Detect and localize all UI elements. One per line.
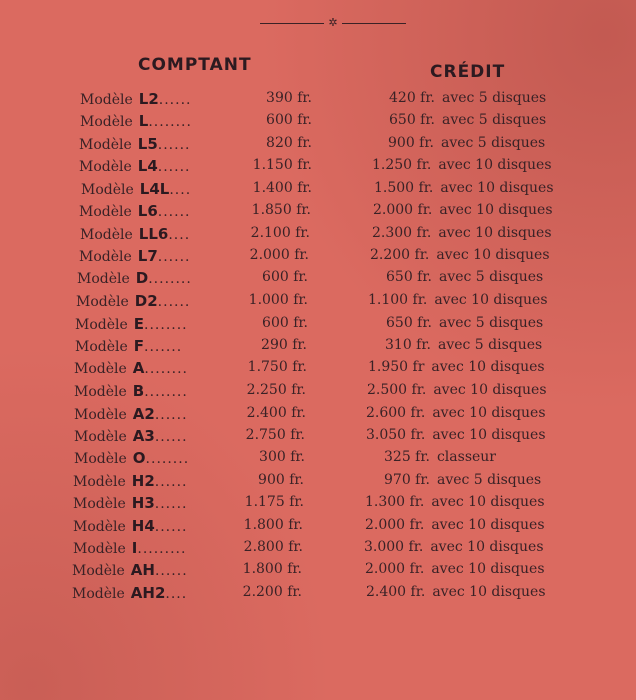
- model-code: LL6: [138, 225, 169, 243]
- model-code: AH: [130, 561, 155, 579]
- model-word: Modèle: [76, 294, 129, 310]
- cash-price: 1.175 fr.: [244, 494, 304, 510]
- credit-price: 2.000 fr.: [365, 517, 425, 533]
- model-code: H3: [131, 494, 155, 512]
- table-row: [0, 449, 636, 471]
- model-word: Modèle: [75, 317, 128, 333]
- credit-cell: [389, 90, 546, 106]
- credit-price: 420 fr.: [389, 90, 435, 106]
- credit-cell: [367, 382, 547, 398]
- credit-price: 1.100 fr.: [368, 292, 428, 308]
- cash-price: 1.800 fr.: [243, 517, 303, 533]
- credit-cell: [388, 135, 545, 151]
- credit-terms: avec 5 disques: [438, 315, 544, 331]
- leader-dots: .........: [137, 541, 187, 557]
- credit-heading: CRÉDIT: [430, 62, 506, 82]
- credit-price: 2.300 fr.: [372, 225, 432, 241]
- model-word: Modèle: [79, 204, 132, 220]
- cash-price: 300 fr.: [259, 449, 305, 465]
- leader-dots: ......: [154, 429, 188, 445]
- credit-terms: avec 10 disques: [440, 180, 554, 196]
- credit-cell: [368, 292, 548, 308]
- model-label: [74, 427, 188, 445]
- cash-price: 1.000 fr.: [248, 292, 308, 308]
- model-label: [73, 494, 187, 512]
- credit-terms: avec 10 disques: [430, 539, 544, 555]
- credit-price: 1.250 fr.: [372, 157, 432, 173]
- leader-dots: ....: [165, 586, 188, 602]
- cash-price: 2.100 fr.: [250, 225, 310, 241]
- leader-dots: ....: [168, 227, 191, 243]
- model-word: Modèle: [77, 271, 130, 287]
- credit-price: 3.050 fr.: [366, 427, 426, 443]
- leader-dots: ......: [157, 137, 191, 153]
- model-word: Modèle: [74, 407, 127, 423]
- table-row: [0, 517, 636, 539]
- credit-terms: avec 10 disques: [432, 405, 546, 421]
- credit-terms: avec 10 disques: [438, 225, 552, 241]
- table-row: [0, 225, 636, 247]
- leader-dots: ......: [154, 563, 188, 579]
- header-ornament: [260, 16, 406, 30]
- table-row: [0, 90, 636, 112]
- leader-dots: ........: [144, 361, 188, 377]
- model-word: Modèle: [79, 249, 132, 265]
- model-word: Modèle: [80, 92, 133, 108]
- table-row: [0, 359, 636, 381]
- model-code: L4: [137, 157, 158, 175]
- table-row: [0, 494, 636, 516]
- model-code: H4: [131, 517, 155, 535]
- credit-terms: avec 5 disques: [440, 135, 546, 151]
- model-code: L4L: [139, 180, 170, 198]
- credit-cell: [365, 494, 545, 510]
- model-code: D: [135, 269, 149, 287]
- model-word: Modèle: [74, 451, 127, 467]
- model-label: [75, 315, 188, 333]
- credit-terms: avec 10 disques: [438, 157, 552, 173]
- credit-price: 650 fr.: [386, 269, 432, 285]
- model-label: [80, 90, 191, 108]
- model-word: Modèle: [74, 361, 127, 377]
- credit-terms: avec 10 disques: [433, 382, 547, 398]
- leader-dots: ........: [144, 317, 188, 333]
- ornament-line-right: [342, 23, 406, 24]
- credit-terms: avec 10 disques: [431, 517, 545, 533]
- model-label: [79, 247, 190, 265]
- model-code: AH2: [130, 584, 166, 602]
- cash-price: 390 fr.: [266, 90, 312, 106]
- model-label: [73, 539, 186, 557]
- table-row: [0, 382, 636, 404]
- credit-cell: [389, 112, 546, 128]
- credit-price: 900 fr.: [388, 135, 434, 151]
- leader-dots: ......: [157, 294, 191, 310]
- credit-price: 2.600 fr.: [366, 405, 426, 421]
- leader-dots: ......: [157, 159, 191, 175]
- table-row: [0, 561, 636, 583]
- credit-price: 1.950 fr: [368, 359, 425, 375]
- credit-cell: [365, 561, 545, 577]
- leader-dots: ......: [157, 204, 191, 220]
- model-word: Modèle: [72, 563, 125, 579]
- model-code: D2: [134, 292, 158, 310]
- cash-price: 2.200 fr.: [242, 584, 302, 600]
- cash-price: 1.850 fr.: [251, 202, 311, 218]
- credit-terms: avec 10 disques: [431, 494, 545, 510]
- model-label: [80, 112, 192, 130]
- table-row: [0, 269, 636, 291]
- model-word: Modèle: [73, 541, 126, 557]
- table-row: [0, 202, 636, 224]
- model-word: Modèle: [74, 429, 127, 445]
- credit-terms: avec 5 disques: [441, 112, 547, 128]
- model-code: L: [138, 112, 149, 130]
- leader-dots: ........: [148, 271, 192, 287]
- model-label: [79, 135, 190, 153]
- credit-terms: avec 10 disques: [436, 247, 550, 263]
- leader-dots: ......: [157, 249, 191, 265]
- model-label: [81, 180, 191, 198]
- table-row: [0, 292, 636, 314]
- model-code: A: [132, 359, 145, 377]
- model-label: [80, 225, 190, 243]
- credit-price: 2.000 fr.: [373, 202, 433, 218]
- credit-price: 1.300 fr.: [365, 494, 425, 510]
- model-code: L5: [137, 135, 158, 153]
- credit-cell: [373, 202, 553, 218]
- cash-price: 600 fr.: [262, 315, 308, 331]
- leader-dots: ....: [169, 182, 192, 198]
- credit-price: 2.000 fr.: [365, 561, 425, 577]
- model-word: Modèle: [79, 137, 132, 153]
- credit-cell: [374, 180, 554, 196]
- model-word: Modèle: [81, 182, 134, 198]
- cash-price: 900 fr.: [258, 472, 304, 488]
- model-code: A3: [132, 427, 155, 445]
- model-word: Modèle: [73, 519, 126, 535]
- credit-price: 970 fr.: [384, 472, 430, 488]
- leader-dots: .......: [144, 339, 183, 355]
- model-word: Modèle: [75, 339, 128, 355]
- credit-terms: avec 10 disques: [439, 202, 553, 218]
- model-label: [79, 202, 190, 220]
- cash-price: 820 fr.: [266, 135, 312, 151]
- cash-price: 2.400 fr.: [246, 405, 306, 421]
- credit-terms: avec 10 disques: [434, 292, 548, 308]
- credit-terms: avec 10 disques: [432, 584, 546, 600]
- leader-dots: ........: [145, 451, 190, 467]
- credit-cell: [372, 225, 552, 241]
- cash-price: 2.000 fr.: [249, 247, 309, 263]
- credit-terms: avec 5 disques: [438, 269, 544, 285]
- credit-cell: [384, 472, 541, 488]
- credit-terms: avec 5 disques: [436, 472, 542, 488]
- credit-price: 3.000 fr.: [364, 539, 424, 555]
- leader-dots: ........: [144, 384, 188, 400]
- table-row: [0, 315, 636, 337]
- model-label: [73, 517, 187, 535]
- model-label: [73, 472, 187, 490]
- model-label: [79, 157, 190, 175]
- comptant-heading: COMPTANT: [138, 55, 252, 75]
- credit-terms: classeur: [436, 449, 496, 465]
- table-row: [0, 112, 636, 134]
- credit-cell: [384, 449, 496, 465]
- model-label: [74, 449, 189, 467]
- table-row: [0, 405, 636, 427]
- cash-price: 1.400 fr.: [252, 180, 312, 196]
- model-label: [74, 405, 188, 423]
- cash-price: 2.250 fr.: [246, 382, 306, 398]
- cash-price: 290 fr.: [261, 337, 307, 353]
- model-label: [77, 269, 192, 287]
- leader-dots: ........: [148, 114, 192, 130]
- model-label: [76, 292, 190, 310]
- model-code: B: [132, 382, 145, 400]
- cash-price: 2.750 fr.: [245, 427, 305, 443]
- credit-cell: [386, 315, 543, 331]
- ornament-star-icon: ✲: [328, 16, 338, 29]
- cash-price: 1.150 fr.: [252, 157, 312, 173]
- credit-price: 2.200 fr.: [370, 247, 430, 263]
- leader-dots: ......: [154, 474, 188, 490]
- cash-price: 1.800 fr.: [242, 561, 302, 577]
- credit-cell: [370, 247, 550, 263]
- credit-terms: avec 10 disques: [431, 561, 545, 577]
- table-row: [0, 427, 636, 449]
- credit-cell: [386, 269, 543, 285]
- model-word: Modèle: [73, 496, 126, 512]
- model-code: H2: [131, 472, 155, 490]
- model-code: E: [133, 315, 145, 333]
- cash-price: 2.800 fr.: [243, 539, 303, 555]
- credit-cell: [366, 405, 546, 421]
- credit-cell: [368, 359, 545, 375]
- table-row: [0, 472, 636, 494]
- model-word: Modèle: [80, 114, 133, 130]
- table-row: [0, 180, 636, 202]
- model-code: A2: [132, 405, 155, 423]
- model-code: L7: [137, 247, 158, 265]
- credit-cell: [366, 427, 546, 443]
- credit-price: 2.500 fr.: [367, 382, 427, 398]
- model-label: [75, 337, 182, 355]
- credit-terms: avec 5 disques: [437, 337, 543, 353]
- model-code: O: [132, 449, 146, 467]
- table-row: [0, 247, 636, 269]
- model-word: Modèle: [80, 227, 133, 243]
- credit-cell: [365, 517, 545, 533]
- model-label: [74, 359, 188, 377]
- model-code: I: [131, 539, 138, 557]
- credit-price: 310 fr.: [385, 337, 431, 353]
- credit-cell: [372, 157, 552, 173]
- model-word: Modèle: [72, 586, 125, 602]
- cash-price: 1.750 fr.: [247, 359, 307, 375]
- model-label: [74, 382, 188, 400]
- cash-price: 600 fr.: [266, 112, 312, 128]
- leader-dots: ......: [154, 407, 188, 423]
- credit-cell: [385, 337, 542, 353]
- model-code: F: [133, 337, 145, 355]
- leader-dots: ......: [158, 92, 192, 108]
- credit-terms: avec 10 disques: [431, 359, 545, 375]
- credit-price: 1.500 fr.: [374, 180, 434, 196]
- table-row: [0, 337, 636, 359]
- model-word: Modèle: [74, 384, 127, 400]
- model-label: [72, 561, 188, 579]
- credit-terms: avec 10 disques: [432, 427, 546, 443]
- credit-price: 2.400 fr.: [366, 584, 426, 600]
- model-word: Modèle: [73, 474, 126, 490]
- credit-price: 650 fr.: [386, 315, 432, 331]
- model-code: L2: [138, 90, 159, 108]
- table-row: [0, 157, 636, 179]
- credit-price: 650 fr.: [389, 112, 435, 128]
- model-word: Modèle: [79, 159, 132, 175]
- table-row: [0, 539, 636, 561]
- credit-cell: [364, 539, 544, 555]
- table-row: [0, 135, 636, 157]
- leader-dots: ......: [154, 519, 188, 535]
- cash-price: 600 fr.: [262, 269, 308, 285]
- model-label: [72, 584, 187, 602]
- credit-terms: avec 5 disques: [441, 90, 547, 106]
- leader-dots: ......: [154, 496, 188, 512]
- table-row: [0, 584, 636, 606]
- credit-cell: [366, 584, 546, 600]
- ornament-line-left: [260, 23, 324, 24]
- credit-price: 325 fr.: [384, 449, 430, 465]
- model-code: L6: [137, 202, 158, 220]
